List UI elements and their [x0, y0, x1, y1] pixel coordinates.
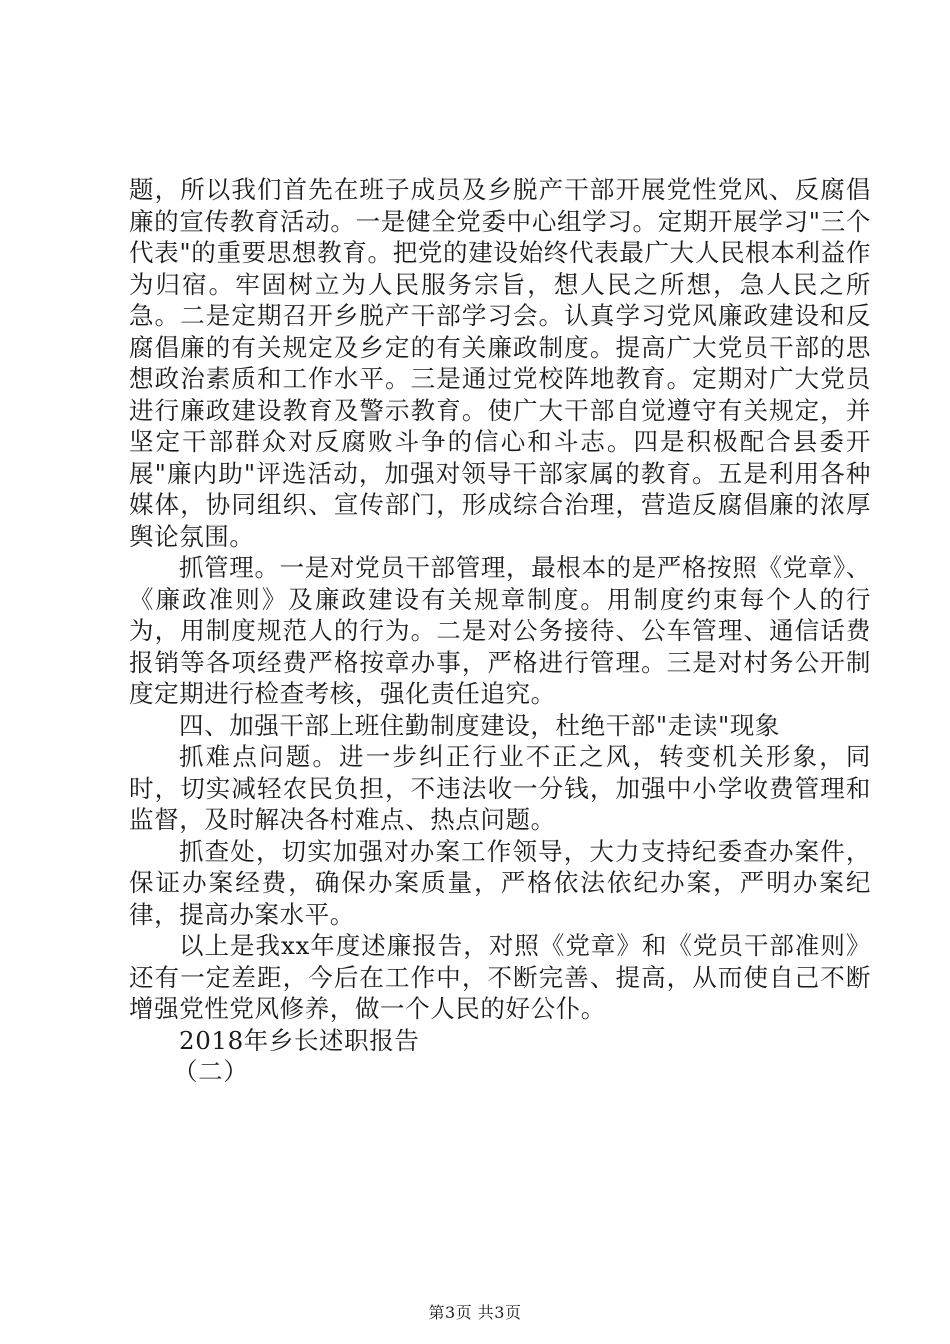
- section-heading-attendance: 四、加强干部上班住勤制度建设，杜绝干部"走读"现象: [179, 710, 781, 740]
- next-report-title: 2018年乡长述职报告: [179, 1025, 420, 1055]
- page-footer: 第3页 共3页: [428, 1303, 522, 1322]
- paragraph-management: 抓管理。一是对党员干部管理，最根本的是严格按照《党章》、《廉政准则》及廉政建设有关规章制度。用制度约束每个人的行为，用制度规范人的行为。二是对公务接待、公车管理、通信话费报销等各项经费严格按章办事，严格进行管理。三是对村务公开制度定期进行检查考核，强化责任追究。: [129, 553, 871, 708]
- document-body: [129, 174, 871, 1088]
- paragraph-investigation: 抓查处，切实加强对办案工作领导，大力支持纪委查办案件，保证办案经费，确保办案质量，严格依法依纪办案，严明办案纪律，提高办案水平。: [129, 836, 871, 929]
- paragraph-education: 题，所以我们首先在班子成员及乡脱产干部开展党性党风、反腐倡廉的宣传教育活动。一是健全党委中心组学习。定期开展学习"三个代表"的重要思想教育。把党的建设始终代表最广大人民根本利益作为归宿。牢固树立为人民服务宗旨，想人民之所想，急人民之所急。二是定期召开乡脱产干部学习会。认真学习党风廉政建设和反腐倡廉的有关规定及乡定的有关廉政制度。提高广大党员干部的思想政治素质和工作水平。三是通过党校阵地教育。定期对广大党员进行廉政建设教育及警示教育。使广大干部自觉遵守有关规定，并坚定干部群众对反腐败斗争的信心和斗志。四是积极配合县委开展"廉内助"评选活动，加强对领导干部家属的教育。五是利用各种媒体，协同组织、宣传部门，形成综合治理，营造反腐倡廉的浓厚舆论氛围。: [129, 175, 871, 551]
- next-report-subtitle: （二）: [173, 1057, 249, 1086]
- paragraph-difficult-issues: 抓难点问题。进一步纠正行业不正之风，转变机关形象，同时，切实减轻农民负担，不违法收一分钱，加强中小学收费管理和监督，及时解决各村难点、热点问题。: [129, 742, 871, 834]
- paragraph-conclusion: 以上是我xx年度述廉报告，对照《党章》和《党员干部准则》还有一定差距，今后在工作中，不断完善、提高，从而使自己不断增强党性党风修养，做一个人民的好公仆。: [129, 931, 871, 1023]
